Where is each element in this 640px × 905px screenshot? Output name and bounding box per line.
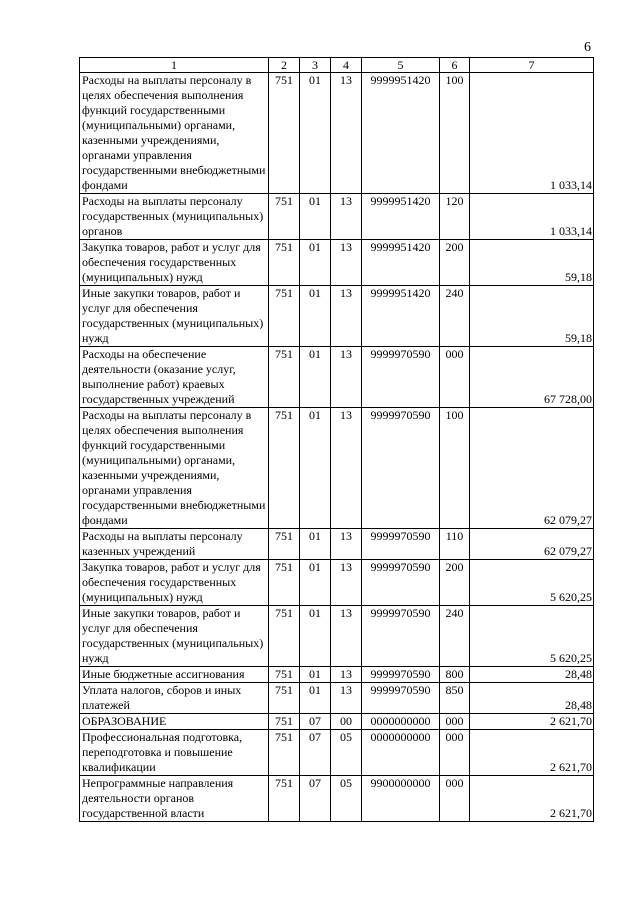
target-article-cell: 9999970590	[362, 667, 440, 683]
ministry-code-cell: 751	[269, 714, 300, 730]
row-name-cell: Непрограммные направления деятельности органов государственной власти	[80, 776, 269, 822]
table-row	[80, 408, 594, 529]
target-article-cell: 9999951420	[362, 73, 440, 194]
amount-cell: 5 620,25	[470, 606, 594, 667]
section-code-cell: 01	[300, 286, 331, 347]
target-article-cell: 9999951420	[362, 194, 440, 240]
table-row	[80, 560, 594, 606]
table-row	[80, 667, 594, 683]
target-article-cell: 9999970590	[362, 408, 440, 529]
expense-type-cell: 100	[440, 408, 470, 529]
section-code-cell: 01	[300, 347, 331, 408]
subsection-code-cell: 05	[331, 730, 362, 776]
target-article-cell: 9999970590	[362, 606, 440, 667]
target-article-cell: 0000000000	[362, 730, 440, 776]
row-name-cell: Профессиональная подготовка, переподготовка и повышение квалификации	[80, 730, 269, 776]
row-name-cell: Расходы на выплаты персоналу в целях обеспечения выполнения функций государственными (муниципальными) органами, казенными учреждениями, органами управления государственными внебюджетными фондами	[80, 408, 269, 529]
row-name-cell: Уплата налогов, сборов и иных платежей	[80, 683, 269, 714]
table-row	[80, 73, 594, 194]
subsection-code-cell: 13	[331, 347, 362, 408]
amount-cell: 2 621,70	[470, 730, 594, 776]
section-code-cell: 01	[300, 606, 331, 667]
table-row	[80, 683, 594, 714]
amount-cell: 62 079,27	[470, 529, 594, 560]
header-cell: 1	[80, 58, 269, 73]
target-article-cell: 9999951420	[362, 286, 440, 347]
subsection-code-cell: 13	[331, 667, 362, 683]
table-row	[80, 776, 594, 822]
ministry-code-cell: 751	[269, 730, 300, 776]
table-row	[80, 347, 594, 408]
subsection-code-cell: 13	[331, 683, 362, 714]
expense-type-cell: 000	[440, 347, 470, 408]
target-article-cell: 9999970590	[362, 560, 440, 606]
section-code-cell: 01	[300, 408, 331, 529]
amount-cell: 2 621,70	[470, 714, 594, 730]
expense-type-cell: 800	[440, 667, 470, 683]
ministry-code-cell: 751	[269, 776, 300, 822]
table-row	[80, 240, 594, 286]
subsection-code-cell: 05	[331, 776, 362, 822]
amount-cell: 62 079,27	[470, 408, 594, 529]
subsection-code-cell: 13	[331, 560, 362, 606]
ministry-code-cell: 751	[269, 73, 300, 194]
expense-type-cell: 240	[440, 286, 470, 347]
ministry-code-cell: 751	[269, 408, 300, 529]
row-name-cell: ОБРАЗОВАНИЕ	[80, 714, 269, 730]
header-cell: 2	[269, 58, 300, 73]
section-code-cell: 01	[300, 667, 331, 683]
ministry-code-cell: 751	[269, 529, 300, 560]
amount-cell: 2 621,70	[470, 776, 594, 822]
header-cell: 7	[470, 58, 594, 73]
expense-type-cell: 200	[440, 560, 470, 606]
row-name-cell: Иные бюджетные ассигнования	[80, 667, 269, 683]
table-row	[80, 194, 594, 240]
row-name-cell: Закупка товаров, работ и услуг для обеспечения государственных (муниципальных) нужд	[80, 560, 269, 606]
expense-type-cell: 240	[440, 606, 470, 667]
target-article-cell: 9999970590	[362, 683, 440, 714]
target-article-cell: 9999951420	[362, 240, 440, 286]
header-cell: 6	[440, 58, 470, 73]
table-row	[80, 730, 594, 776]
page-number: 6	[584, 40, 591, 55]
section-code-cell: 01	[300, 529, 331, 560]
subsection-code-cell: 13	[331, 529, 362, 560]
ministry-code-cell: 751	[269, 347, 300, 408]
budget-table	[79, 57, 594, 822]
subsection-code-cell: 13	[331, 286, 362, 347]
ministry-code-cell: 751	[269, 560, 300, 606]
header-row	[80, 58, 594, 73]
target-article-cell: 9999970590	[362, 529, 440, 560]
section-code-cell: 01	[300, 240, 331, 286]
amount-cell: 59,18	[470, 240, 594, 286]
section-code-cell: 01	[300, 194, 331, 240]
expense-type-cell: 850	[440, 683, 470, 714]
amount-cell: 1 033,14	[470, 73, 594, 194]
expense-type-cell: 200	[440, 240, 470, 286]
table-row	[80, 606, 594, 667]
subsection-code-cell: 13	[331, 606, 362, 667]
expense-type-cell: 000	[440, 730, 470, 776]
table-row	[80, 714, 594, 730]
target-article-cell: 9900000000	[362, 776, 440, 822]
section-code-cell: 07	[300, 730, 331, 776]
target-article-cell: 0000000000	[362, 714, 440, 730]
subsection-code-cell: 13	[331, 73, 362, 194]
amount-cell: 1 033,14	[470, 194, 594, 240]
table-row	[80, 286, 594, 347]
subsection-code-cell: 13	[331, 240, 362, 286]
amount-cell: 28,48	[470, 667, 594, 683]
expense-type-cell: 000	[440, 714, 470, 730]
header-cell: 5	[362, 58, 440, 73]
subsection-code-cell: 13	[331, 194, 362, 240]
section-code-cell: 07	[300, 714, 331, 730]
ministry-code-cell: 751	[269, 683, 300, 714]
row-name-cell: Расходы на выплаты персоналу государственных (муниципальных) органов	[80, 194, 269, 240]
expense-type-cell: 000	[440, 776, 470, 822]
amount-cell: 67 728,00	[470, 347, 594, 408]
row-name-cell: Расходы на выплаты персоналу казенных учреждений	[80, 529, 269, 560]
ministry-code-cell: 751	[269, 286, 300, 347]
ministry-code-cell: 751	[269, 240, 300, 286]
section-code-cell: 01	[300, 560, 331, 606]
row-name-cell: Закупка товаров, работ и услуг для обеспечения государственных (муниципальных) нужд	[80, 240, 269, 286]
section-code-cell: 01	[300, 73, 331, 194]
subsection-code-cell: 00	[331, 714, 362, 730]
ministry-code-cell: 751	[269, 606, 300, 667]
target-article-cell: 9999970590	[362, 347, 440, 408]
expense-type-cell: 110	[440, 529, 470, 560]
header-cell: 4	[331, 58, 362, 73]
ministry-code-cell: 751	[269, 194, 300, 240]
amount-cell: 5 620,25	[470, 560, 594, 606]
ministry-code-cell: 751	[269, 667, 300, 683]
amount-cell: 59,18	[470, 286, 594, 347]
row-name-cell: Расходы на обеспечение деятельности (оказание услуг, выполнение работ) краевых государственных учреждений	[80, 347, 269, 408]
table-row	[80, 529, 594, 560]
row-name-cell: Иные закупки товаров, работ и услуг для обеспечения государственных (муниципальных) нужд	[80, 286, 269, 347]
section-code-cell: 01	[300, 683, 331, 714]
expense-type-cell: 120	[440, 194, 470, 240]
header-cell: 3	[300, 58, 331, 73]
expense-type-cell: 100	[440, 73, 470, 194]
row-name-cell: Расходы на выплаты персоналу в целях обеспечения выполнения функций государственными (муниципальными) органами, казенными учреждениями, органами управления государственными внебюджетными фондами	[80, 73, 269, 194]
row-name-cell: Иные закупки товаров, работ и услуг для обеспечения государственных (муниципальных) нужд	[80, 606, 269, 667]
subsection-code-cell: 13	[331, 408, 362, 529]
section-code-cell: 07	[300, 776, 331, 822]
amount-cell: 28,48	[470, 683, 594, 714]
